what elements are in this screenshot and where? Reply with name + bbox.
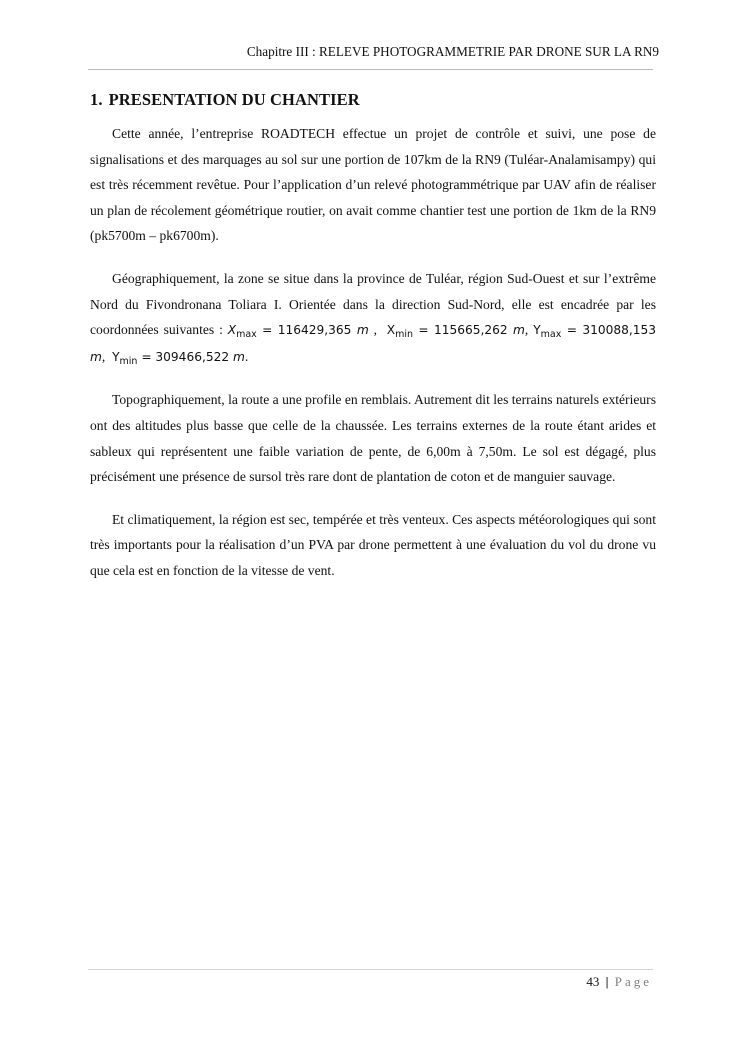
- paragraph-intro: Cette année, l’entreprise ROADTECH effectue un projet de contrôle et suivi, une pose de signalisations et des marquages au sol sur une portion de 107km de la RN9 (Tuléar-Analamisampy) qui est très récemment revêtue. Pour l’application d’un relevé photogrammétrique par UAV afin de réaliser un plan de récolement géométrique routier, on avait comme chantier test une portion de 1km de la RN9 (pk5700m – pk6700m).: [90, 126, 656, 244]
- footer-separator: |: [605, 974, 609, 989]
- section-title: PRESENTATION DU CHANTIER: [108, 90, 360, 109]
- paragraph-geography-text: Géographiquement, la zone se situe dans la province de Tuléar, région Sud-Ouest et sur l’extrême Nord du Fivondronana Toliara I. Orientée dans la direction Sud-Nord, elle est encadrée par les coordonnées suivantes :: [90, 270, 656, 338]
- coord-ymax: $Y_{max} = 310088,153$ m: [90, 323, 656, 364]
- body-text: [90, 121, 656, 601]
- page-number: 43: [586, 974, 600, 989]
- section-heading: [90, 90, 360, 110]
- paragraph-topography: Topographiquement, la route a une profile en remblais. Autrement dit les terrains naturels extérieurs ont des altitudes plus basse que celle de la chaussée. Les terrains externes de la route étant arides et sableux qui représentent une faible variation de pente, de 6,00m à 7,50m. Le sol est dégagé, plus précisément une présence de sursol très rare dont de plantation de coton et de manguier sauvage.: [90, 392, 656, 485]
- page-footer: [586, 974, 652, 990]
- running-header: Chapitre III : RELEVE PHOTOGRAMMETRIE PAR DRONE SUR LA RN9: [246, 44, 659, 59]
- section-number: 1.: [90, 90, 103, 109]
- coord-xmin: $X_{min} = 115665,262$ m: [386, 323, 525, 341]
- paragraph-climate: Et climatiquement, la région est sec, tempérée et très venteux. Ces aspects météorologiques qui sont très importants pour la réalisation d’un PVA par drone permettent à une évaluation du vol du drone vu que cela est en fonction de la vitesse de vent.: [90, 511, 656, 578]
- footer-divider: [88, 969, 653, 970]
- header-divider: [88, 69, 653, 70]
- coord-xmax: $X_{max} = 116429,365$ m: [227, 323, 369, 341]
- coord-ymin: $Y_{min} = 309466,522$ m: [112, 349, 245, 367]
- paragraph-geography: Géographiquement, la zone se situe dans la province de Tuléar, région Sud-Ouest et sur l’extrême Nord du Fivondronana Toliara I. Orientée dans la direction Sud-Nord, elle est encadrée par les coordonnées suivantes : $X_{max} = 116429,365$ m , $X_{min} = 115665,262$ m, $Y_{max} = 310088,153$ m, $Y_{min} = 309466,522$ m.: [90, 270, 656, 367]
- page-label: Page: [614, 974, 652, 989]
